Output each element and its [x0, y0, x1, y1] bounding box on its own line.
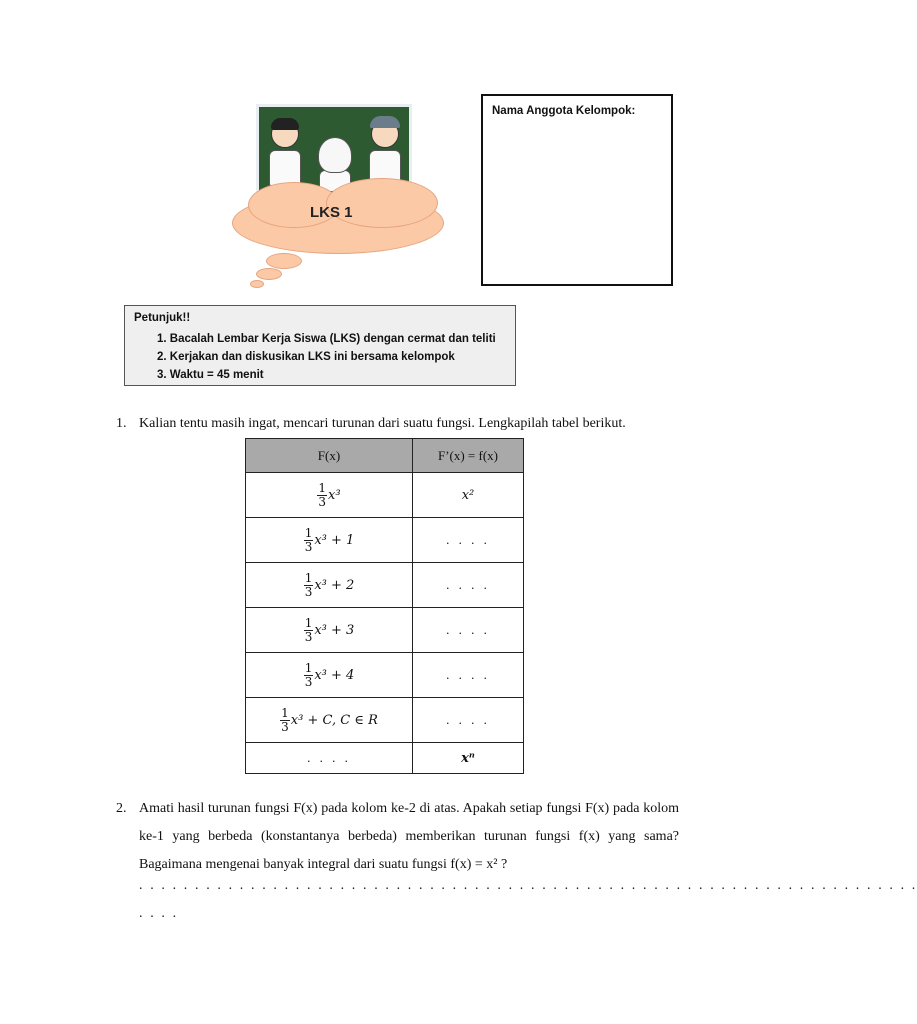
table-row [246, 563, 524, 608]
derivative-answer-blank[interactable]: . . . . [413, 698, 524, 743]
derivative-answer-blank[interactable]: . . . . [413, 653, 524, 698]
student-boy-cap [368, 120, 402, 186]
function-cell: $\frac{1}{3}$ x³ + C, C ∈ R [246, 698, 413, 743]
derivative-answer-blank[interactable]: . . . . [413, 608, 524, 653]
question-number: 1. [116, 416, 127, 431]
instructions-list [157, 330, 496, 384]
function-cell: $\frac{1}{3}$ x³ + 3 [246, 608, 413, 653]
table-header-row [246, 439, 524, 473]
table-header-derivative: F’(x) = f(x) [413, 439, 524, 473]
question-number: 2. [116, 801, 127, 816]
thought-bubble [256, 268, 282, 280]
thought-bubble [250, 280, 264, 288]
instruction-item: 2. Kerjakan dan diskusikan LKS ini bersama kelompok [157, 351, 455, 363]
table-row [246, 743, 524, 774]
function-cell: $\frac{1}{3}$ x³ [246, 473, 413, 518]
table-row [246, 653, 524, 698]
table-row [246, 518, 524, 563]
function-cell: $\frac{1}{3}$ x³ + 2 [246, 563, 413, 608]
header-illustration [226, 100, 448, 290]
derivative-table [245, 438, 524, 774]
table-row [246, 608, 524, 653]
derivative-answer-blank[interactable]: . . . . [413, 563, 524, 608]
instruction-item: 1. Bacalah Lembar Kerja Siswa (LKS) dengan cermat dan teliti [157, 333, 496, 345]
table-header-antiderivative: F(x) [246, 439, 413, 473]
lks-badge-label: LKS 1 [310, 204, 353, 221]
derivative-answer-blank[interactable]: . . . . [413, 518, 524, 563]
function-cell: $\frac{1}{3}$ x³ + 4 [246, 653, 413, 698]
derivative-cell: x² [413, 473, 524, 518]
answer-line[interactable]: . . . . . . . . . . . . . . . . . . . . . . . . . . . . . . . . . . . . . . . . . . . . . . . . . . . . . . . . . . . . . . . . . . . . . . [139, 878, 917, 893]
group-members-label: Nama Anggota Kelompok: [492, 105, 636, 117]
thought-bubble [266, 253, 302, 269]
table-row [246, 473, 524, 518]
antiderivative-answer-blank[interactable]: . . . . [246, 743, 413, 774]
instructions-box [124, 305, 516, 386]
instructions-title: Petunjuk!! [134, 312, 191, 324]
question-text: Amati hasil turunan fungsi F(x) pada kolom ke-2 di atas. Apakah setiap fungsi F(x) pada kolom ke-1 yang berbeda (konstantanya berbeda) memberikan turunan fungsi f(x) yang sama? Bagaimana mengenai banyak integral dari suatu fungsi f(x) = x² ? [139, 801, 679, 872]
function-cell: $\frac{1}{3}$ x³ + 1 [246, 518, 413, 563]
derivative-cell: xⁿ [413, 743, 524, 774]
question-text: Kalian tentu masih ingat, mencari turunan dari suatu fungsi. Lengkapilah tabel berikut. [139, 416, 626, 431]
group-members-box[interactable] [481, 94, 673, 286]
answer-line[interactable]: . . . . [139, 906, 179, 921]
table-row [246, 698, 524, 743]
instruction-item: 3. Waktu = 45 menit [157, 369, 264, 381]
student-boy [268, 120, 302, 186]
